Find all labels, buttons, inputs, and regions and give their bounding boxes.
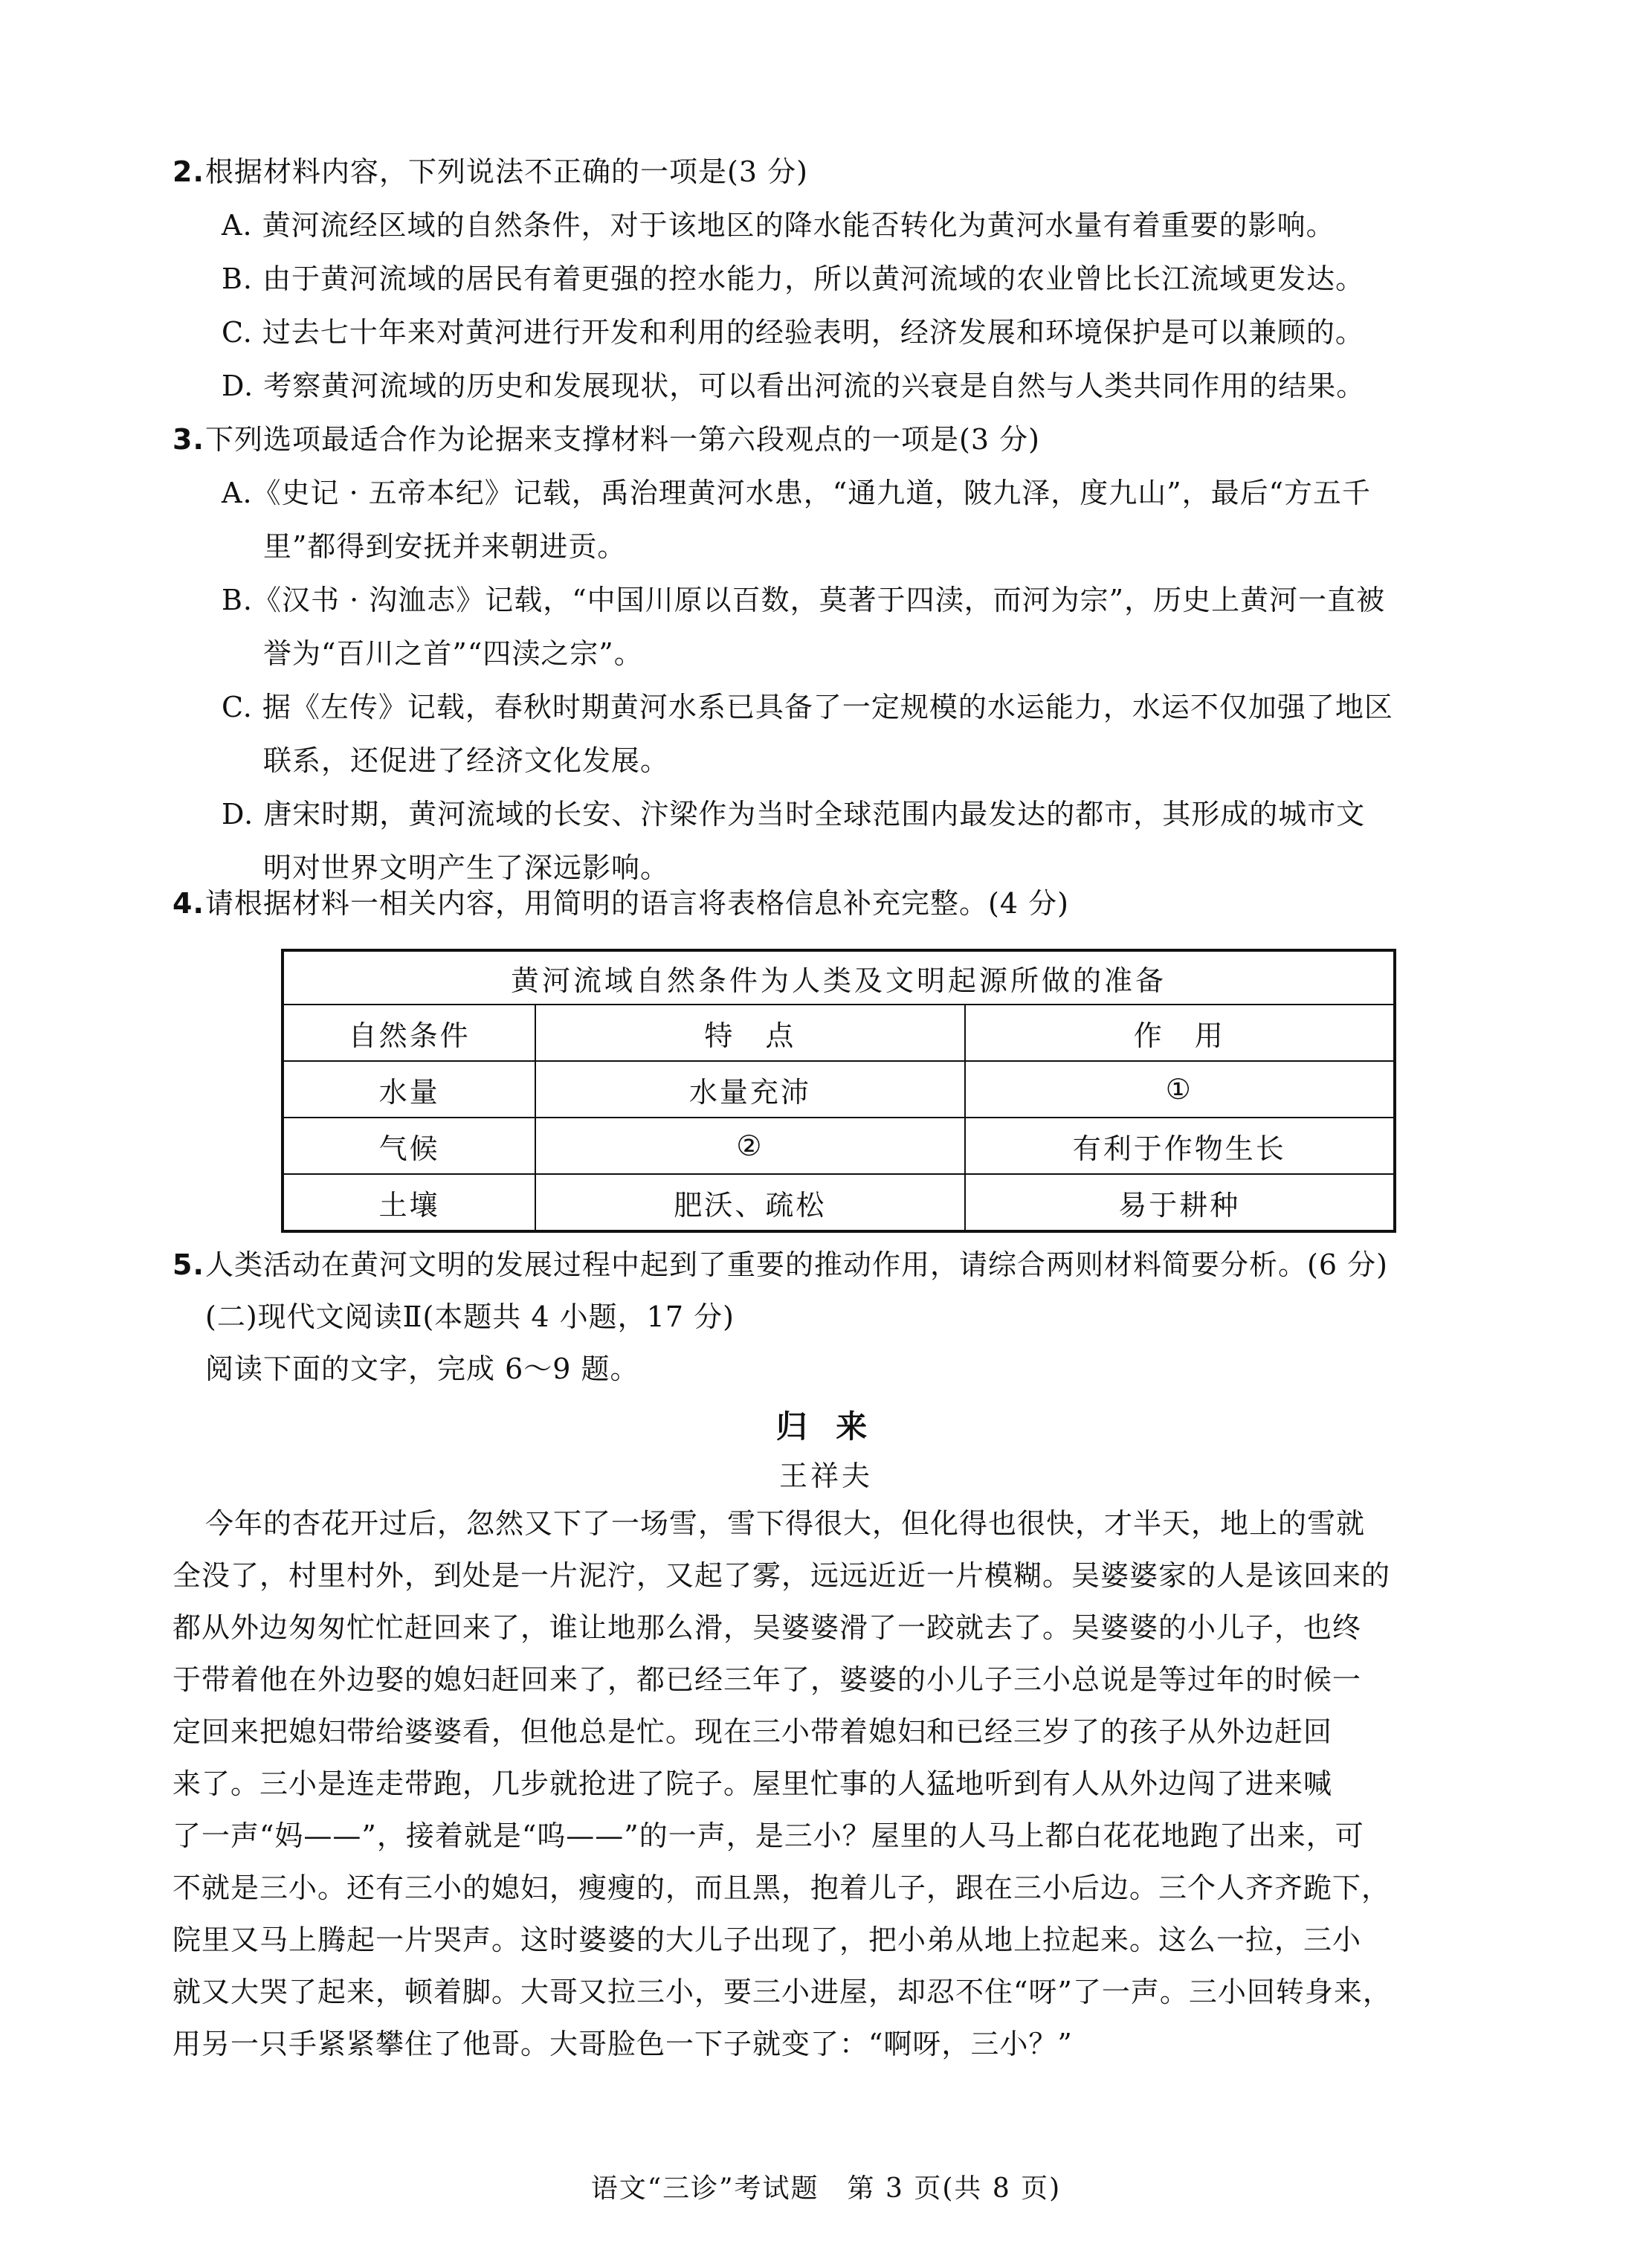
passage-line: 定回来把媳妇带给婆婆看，但他总是忙。现在三小带着媳妇和已经三岁了的孩子从外边赶回	[172, 1715, 1333, 1748]
question-4-stem	[172, 885, 1069, 922]
passage-line: 了一声“妈——”，接着就是“呜——”的一声，是三小？屋里的人马上都白花花地跑了出来，可	[172, 1819, 1364, 1852]
story-title: 归 来	[775, 1408, 877, 1445]
question-number: 2.	[172, 155, 204, 188]
table-cell: 土壤	[283, 1174, 535, 1231]
q3-option-a-line2: 里”都得到安抚并来朝进贡。	[263, 530, 627, 563]
table-caption: 黄河流域自然条件为人类及文明起源所做的准备	[283, 950, 1395, 1005]
q2-option-d: D. 考察黄河流域的历史和发展现状，可以看出河流的兴衰是自然与人类共同作用的结果。	[222, 370, 1366, 402]
q3-option-b-line1: B.《汉书 · 沟洫志》记载，“中国川原以百数，莫著于四渎，而河为宗”，历史上黄河一直被	[222, 584, 1386, 616]
q3-option-a-line1: A.《史记 · 五帝本纪》记载，禹治理黄河水患，“通九道，陂九泽，度九山”，最后“方五千	[222, 477, 1372, 509]
passage-line: 全没了，村里村外，到处是一片泥泞，又起了雾，远远近近一片模糊。吴婆婆家的人是该回来的	[172, 1559, 1391, 1592]
table-row	[283, 1118, 1395, 1174]
table-header-cell: 作 用	[965, 1005, 1395, 1061]
page-footer: 语文“三诊”考试题 第 3 页(共 8 页)	[590, 2173, 1062, 2204]
table-row	[283, 1061, 1395, 1118]
question-text: 请根据材料一相关内容，用简明的语言将表格信息补充完整。(4 分)	[205, 887, 1069, 920]
question-number: 4.	[172, 887, 204, 920]
section-heading: (二)现代文阅读Ⅱ(本题共 4 小题，17 分)	[205, 1300, 735, 1333]
question-number: 3.	[172, 423, 204, 456]
passage-line: 来了。三小是连走带跑，几步就抢进了院子。屋里忙事的人猛地听到有人从外边闯了进来喊	[172, 1767, 1333, 1800]
info-table	[281, 949, 1396, 1233]
passage-line: 院里又马上腾起一片哭声。这时婆婆的大儿子出现了，把小弟从地上拉起来。这么一拉，三小	[172, 1924, 1362, 1956]
table-cell-blank-1: ①	[965, 1061, 1395, 1118]
question-3-stem	[172, 421, 1040, 458]
passage-line: 就又大哭了起来，顿着脚。大哥又拉三小，要三小进屋，却忍不住“呀”了一声。三小回转身来，	[172, 1976, 1392, 2008]
table-row	[283, 1174, 1395, 1231]
question-2-stem	[172, 153, 808, 190]
table-header-cell: 自然条件	[283, 1005, 535, 1061]
table-cell: 水量充沛	[535, 1061, 964, 1118]
q3-option-c-line2: 联系，还促进了经济文化发展。	[263, 744, 670, 777]
passage-line: 不就是三小。还有三小的媳妇，瘦瘦的，而且黑，抱着儿子，跟在三小后边。三个人齐齐跪下，	[172, 1871, 1391, 1904]
table-header-cell: 特 点	[535, 1005, 964, 1061]
q2-option-c: C. 过去七十年来对黄河进行开发和利用的经验表明，经济发展和环境保护是可以兼顾的。	[222, 316, 1364, 349]
story-author: 王祥夫	[778, 1460, 873, 1492]
question-5-stem	[172, 1246, 1388, 1283]
q3-option-b-line2: 誉为“百川之首”“四渎之宗”。	[263, 637, 643, 670]
passage-line: 用另一只手紧紧攀住了他哥。大哥脸色一下子就变了：“啊呀，三小？”	[172, 2028, 1073, 2060]
passage-line: 都从外边匆匆忙忙赶回来了，谁让地那么滑，吴婆婆滑了一跤就去了。吴婆婆的小儿子，也终	[172, 1611, 1362, 1644]
q2-option-a: A. 黄河流经区域的自然条件，对于该地区的降水能否转化为黄河水量有着重要的影响。	[222, 209, 1335, 242]
q2-option-b: B. 由于黄河流域的居民有着更强的控水能力，所以黄河流域的农业曾比长江流域更发达。	[222, 262, 1365, 295]
question-number: 5.	[172, 1248, 204, 1281]
q3-option-c-line1: C. 据《左传》记载，春秋时期黄河水系已具备了一定规模的水运能力，水运不仅加强了地区	[222, 691, 1393, 723]
table-cell: 水量	[283, 1061, 535, 1118]
question-text: 人类活动在黄河文明的发展过程中起到了重要的推动作用，请综合两则材料简要分析。(6 分)	[205, 1248, 1388, 1281]
section-instruction: 阅读下面的文字，完成 6～9 题。	[205, 1352, 639, 1385]
question-text: 下列选项最适合作为论据来支撑材料一第六段观点的一项是(3 分)	[205, 423, 1040, 456]
table-cell-blank-2: ②	[535, 1118, 964, 1174]
table-cell: 易于耕种	[965, 1174, 1395, 1231]
table-cell: 气候	[283, 1118, 535, 1174]
q3-option-d-line1: D. 唐宋时期，黄河流域的长安、汴梁作为当时全球范围内最发达的都市，其形成的城市文	[222, 798, 1366, 831]
passage-line: 今年的杏花开过后，忽然又下了一场雪，雪下得很大，但化得也很快，才半天，地上的雪就	[205, 1507, 1366, 1540]
table-cell: 有利于作物生长	[965, 1118, 1395, 1174]
passage-line: 于带着他在外边娶的媳妇赶回来了，都已经三年了，婆婆的小儿子三小总说是等过年的时候一	[172, 1663, 1362, 1696]
table-header-row	[283, 1005, 1395, 1061]
table-cell: 肥沃、疏松	[535, 1174, 964, 1231]
question-text: 根据材料内容，下列说法不正确的一项是(3 分)	[205, 155, 808, 188]
q3-option-d-line2: 明对世界文明产生了深远影响。	[263, 851, 670, 884]
